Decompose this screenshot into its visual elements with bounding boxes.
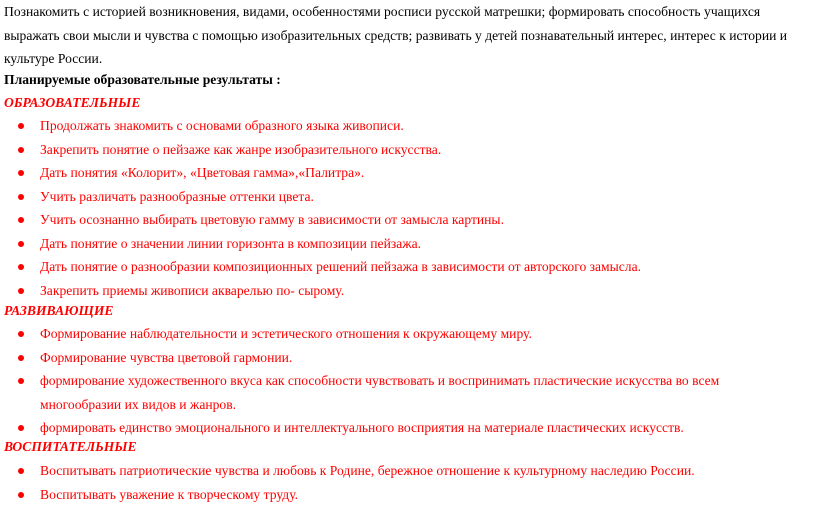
list-item: Воспитывать патриотические чувства и любовь к Родине, бережное отношение к культурному наследию России. — [0, 459, 802, 483]
list-item: Учить осознанно выбирать цветовую гамму в зависимости от замысла картины. — [0, 208, 802, 232]
list-item: Дать понятие о разнообразии композиционных решений пейзажа в зависимости от авторского замысла. — [0, 255, 802, 279]
bullet-icon — [18, 492, 24, 498]
bullet-icon — [18, 217, 24, 223]
bullet-icon — [18, 241, 24, 247]
results-heading: Планируемые образовательные результаты : — [4, 72, 281, 87]
list-item: Дать понятия «Колорит», «Цветовая гамма»,«Палитра». — [0, 161, 802, 185]
developmental-list — [0, 322, 802, 440]
intro-paragraph: Познакомить с историей возникновения, видами, особенностями росписи русской матрешки; формировать способность учащихся выражать свои мысли и чувства с помощью изобразительных средств; развивать у детей познавательный интерес, интерес к истории и культуре России. — [4, 4, 788, 66]
list-item: Учить различать разнообразные оттенки цвета. — [0, 185, 802, 209]
educational-list — [0, 114, 802, 302]
bullet-icon — [18, 264, 24, 270]
list-item: Воспитывать уважение к творческому труду. — [0, 483, 802, 507]
bullet-icon — [18, 123, 24, 129]
list-item: Формирование наблюдательности и эстетического отношения к окружающему миру. — [0, 322, 802, 346]
bullet-icon — [18, 194, 24, 200]
bullet-icon — [18, 288, 24, 294]
section-title-developmental: РАЗВИВАЮЩИЕ — [4, 303, 114, 318]
bullet-icon — [18, 468, 24, 474]
upbringing-list — [0, 459, 802, 506]
list-item: Закрепить понятие о пейзаже как жанре изобразительного искусства. — [0, 138, 802, 162]
list-item: Формирование чувства цветовой гармонии. — [0, 346, 802, 370]
bullet-icon — [18, 425, 24, 431]
list-item: формирование художественного вкуса как способности чувствовать и воспринимать пластические искусства во всем многообразии их видов и жанров. — [0, 369, 802, 416]
bullet-icon — [18, 331, 24, 337]
list-item: Закрепить приемы живописи акварелью по- сырому. — [0, 279, 802, 303]
list-item: формировать единство эмоционального и интеллектуального восприятия на материале пластических искусств. — [0, 416, 802, 440]
section-title-upbringing: ВОСПИТАТЕЛЬНЫЕ — [4, 439, 137, 454]
bullet-icon — [18, 170, 24, 176]
list-item: Продолжать знакомить с основами образного языка живописи. — [0, 114, 802, 138]
bullet-icon — [18, 147, 24, 153]
section-title-educational: ОБРАЗОВАТЕЛЬНЫЕ — [4, 95, 141, 110]
list-item: Дать понятие о значении линии горизонта в композиции пейзажа. — [0, 232, 802, 256]
bullet-icon — [18, 355, 24, 361]
bullet-icon — [18, 378, 24, 384]
